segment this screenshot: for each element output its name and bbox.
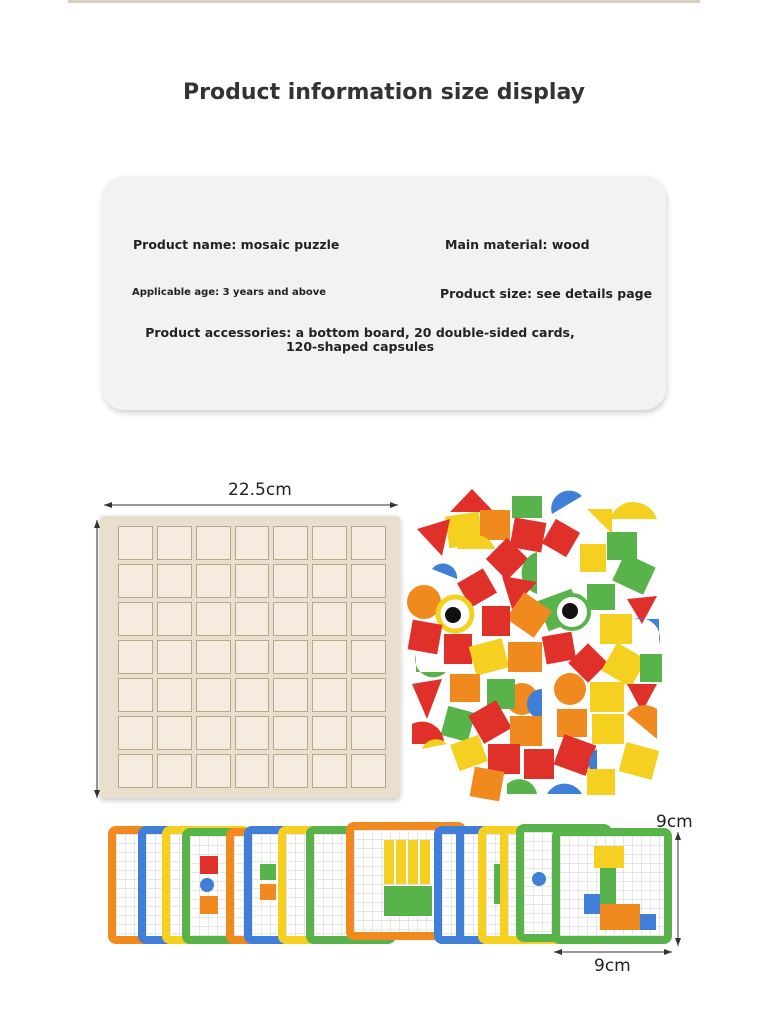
main-material: Main material: wood	[445, 237, 590, 252]
page-title: Product information size display	[183, 80, 585, 105]
puzzle-pieces-pile	[402, 484, 662, 809]
product-size: Product size: see details page	[440, 286, 653, 301]
product-name: Product name: mosaic puzzle	[133, 237, 340, 252]
card-height-label: 9cm	[656, 812, 693, 832]
wooden-base-board	[100, 516, 400, 798]
board-grid	[118, 526, 386, 788]
product-accessories: Product accessories: a bottom board, 20 double-sided cards, 120-shaped capsules	[145, 325, 575, 354]
applicable-age: Applicable age: 3 years and above	[132, 287, 327, 298]
pattern-card-front	[552, 828, 672, 944]
board-width-label: 22.5cm	[228, 480, 292, 500]
card-width-label: 9cm	[594, 956, 631, 976]
